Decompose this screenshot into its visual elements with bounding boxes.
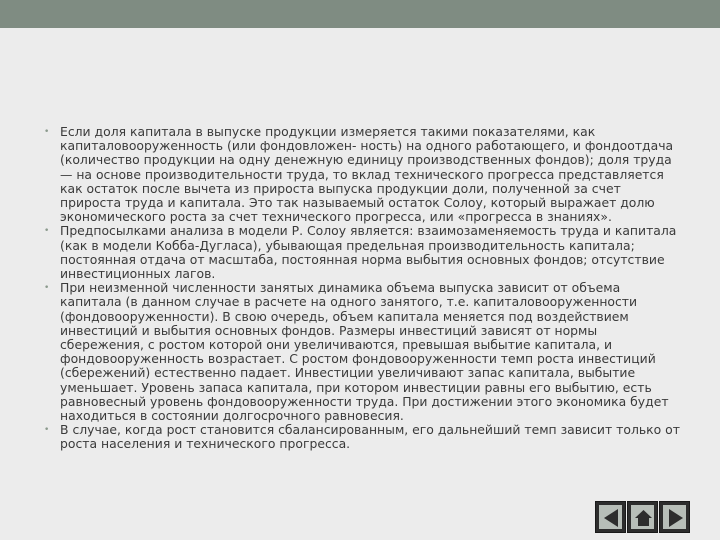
bullet-text: Предпосылками анализа в модели Р. Солоу является: взаимозаменяемость труда и капитала (как в модели Кобба-Дугласа), убывающая предельная производительность капитала; постоянная отдача от масштаба, постоянная норма выбытия основных фондов; отсутствие инвестиционных лагов. xyxy=(60,223,677,282)
bullet-text: При неизменной численности занятых динамика объема выпуска зависит от объема капитала (в данном случае в расчете на одного занятого, т.е. капиталовооруженности (фондовооруженности). В свою очередь, объем капитала меняется под воздействием инвестиций и выбытия основных фондов. Размеры инвестиций зависят от нормы сбережения, с ростом которой они увеличиваются, превышая выбытие капитала, и фондовооруженность возрастает. С ростом фондовооруженности темп роста инвестиций (сбережений) естественно падает. Инвестиции увеличивают запас капитала, выбытие уменьшает. Уровень запаса капитала, при котором инвестиции равны его выбытию, есть равновесный уровень фондовооруженности труда. При достижении этого экономика будет находиться в состоянии долгосрочного равновесия. xyxy=(60,280,669,424)
bullet-text: В случае, когда рост становится сбалансированным, его дальнейший темп зависит только от роста населения и технического прогресса. xyxy=(60,422,680,452)
triangle-right-icon xyxy=(660,502,691,534)
home-icon xyxy=(628,502,659,534)
top-band xyxy=(0,0,720,28)
bullet-marker: • xyxy=(44,127,50,137)
bullet-item xyxy=(44,224,684,281)
bullet-list xyxy=(44,125,684,452)
bullet-item xyxy=(44,125,684,224)
next-slide-button[interactable] xyxy=(659,501,690,533)
triangle-left-icon xyxy=(596,502,627,534)
bullet-text: Если доля капитала в выпуске продукции измеряется такими показателями, как капиталовооруженность (или фондовложен- ность) на одного работающего, и фондоотдача (количество продукции на одну денежную единицу производственных фондов); доля труда — на основе производительности труда, то вклад технического прогресса представляется как остаток после вычета из прироста выпуска продукции доли, полученной за счет прироста труда и капитала. Это так называемый остаток Солоу, который выражает долю экономического роста за счет технического прогресса, или «прогресса в знаниях». xyxy=(60,124,674,225)
bullet-marker: • xyxy=(44,283,50,294)
bullet-item xyxy=(44,281,684,423)
bullet-marker: • xyxy=(44,425,50,436)
bullet-marker: • xyxy=(44,226,50,237)
home-button[interactable] xyxy=(627,501,658,533)
prev-slide-button[interactable] xyxy=(595,501,626,533)
bullet-item xyxy=(44,423,684,451)
